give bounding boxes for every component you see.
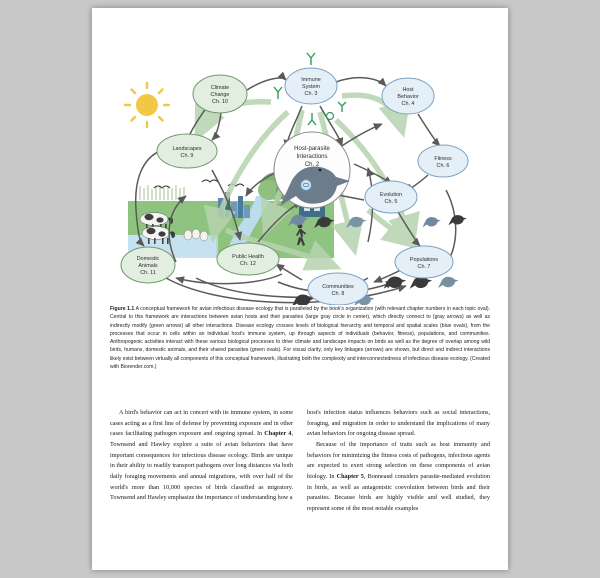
node-label-line1: Populations: [409, 257, 439, 263]
body-column-left: [110, 408, 293, 558]
node-label-line3: Ch. 10: [212, 99, 228, 105]
node-populations[interactable]: [395, 246, 453, 278]
book-page: [92, 8, 508, 570]
node-immune-system[interactable]: [285, 68, 337, 104]
sun-icon: [125, 83, 169, 127]
node-label-line2: Ch. 6: [436, 163, 450, 169]
node-label-line1: Immune: [301, 77, 321, 83]
node-label-line2: Ch. 9: [180, 153, 194, 159]
node-label-line1: Fitness: [434, 156, 452, 162]
text-run: , Bonneaud considers parasite-mediated evolution in birds, as well as antagonistic coevolution between birds and their parasites. Because birds are highly visible and well studied, they represent some of the most notable examples: [307, 472, 490, 512]
figure-caption-text: A conceptual framework for avian infectious disease ecology that is paralleled by the book's organization (with relevant chapter numbers in each topic oval). Central to this framework are interactions between avian hosts and their parasites (large gray circle in center), which directly connect to (gray arrows) as well as indirectly modify (green arrows) all other interactions. Disease ecology crosses levels of biological hierarchy and temporal and spatial scales (blue ovals), from the processes that occur in cells within an individual host's immune system, up through aspects of individuals (behavior, fitness), populations, and communities. Anthropogenic activities interact with these various biological processes to drive climate and landscape impacts on birds as well as the degree of overlap among wild birds, humans, domestic animals, and their shared parasites (green ovals). For visual clarity, only key linkages (arrows) are shown, but direct and indirect interactions likely exist between virtually all components of this conceptual framework, illustrating both the complexity and interconnectedness of infectious disease ecology. (Created with Biorender.com.): [110, 306, 491, 370]
center-node-line2: Interactions: [296, 154, 328, 160]
node-label-line3: Ch. 11: [140, 270, 156, 276]
node-label-line2: System: [302, 84, 320, 90]
center-node-line1: Host-parasite: [294, 146, 330, 152]
node-label-line2: Ch. 7: [417, 264, 431, 270]
node-host-behavior[interactable]: [382, 78, 434, 114]
node-fitness[interactable]: [418, 145, 468, 177]
figure-caption: [110, 305, 490, 371]
node-climate-change[interactable]: [193, 75, 247, 113]
node-label-line2: Ch. 12: [240, 261, 256, 267]
center-node-line3: Ch. 2: [304, 162, 320, 168]
node-label-line2: Ch. 8: [331, 291, 345, 297]
paragraph: [110, 408, 293, 504]
chapter-reference: Chapter 4: [264, 430, 292, 438]
node-communities[interactable]: [308, 273, 368, 305]
pathogen-icon: [327, 113, 334, 120]
node-label-line1: Communities: [322, 284, 354, 290]
node-evolution[interactable]: [365, 181, 417, 213]
node-landscapes[interactable]: [157, 134, 217, 168]
body-columns: [110, 408, 490, 558]
text-run: Because of the importance of traits such as host immunity and behaviors for minimizing the fitness costs of pathogens, infectious agents are expected to exert strong selection on these components of avian biology. In: [307, 440, 490, 480]
figure-caption-label: Figure 1.1: [110, 306, 135, 312]
node-label-line1: Domestic: [136, 256, 160, 262]
node-domestic-animals[interactable]: [121, 247, 175, 283]
node-label-line2: Change: [210, 92, 230, 98]
paragraph: [307, 440, 490, 515]
chapter-reference: Chapter 5: [336, 472, 364, 480]
text-run: A bird's behavior can act in concert with its immune system, in some cases acting as a first line of defense by preventing exposure and in other cases facilitating pathogen exposure and ongoing spread. In: [110, 409, 293, 438]
figure-conceptual-framework: [106, 30, 494, 300]
paragraph: host's infection status influences behaviors such as social interactions, foraging, and migration in order to understand the implications of many avian behaviors for ongoing disease spread.: [307, 409, 490, 438]
text-run: , Townsend and Hawley explore a suite of avian behaviors that have important consequences for infectious disease ecology. Birds are unique in their ability to readily transport pathogens over long distances via both daily foraging movements and annual migrations, with over half of the world's more than 10,000 species of birds classified as migratory. Townsend and Hawley emphasize the importance of understanding how a: [110, 430, 293, 502]
node-label-line1: Landscapes: [172, 146, 202, 152]
node-host-parasite-interactions[interactable]: [274, 132, 350, 208]
body-column-right: [307, 408, 490, 558]
node-label-line3: Ch. 4: [401, 101, 415, 107]
node-label-line2: Animals: [138, 263, 158, 269]
node-label-line1: Host: [402, 87, 414, 93]
node-public-health[interactable]: [217, 243, 279, 275]
node-label-line3: Ch. 3: [304, 91, 318, 97]
node-label-line1: Climate: [210, 85, 230, 91]
node-label-line1: Public Health: [232, 254, 264, 260]
node-label-line2: Behavior: [397, 94, 419, 100]
node-label-line1: Evolution: [379, 192, 403, 198]
node-label-line2: Ch. 5: [384, 199, 398, 205]
